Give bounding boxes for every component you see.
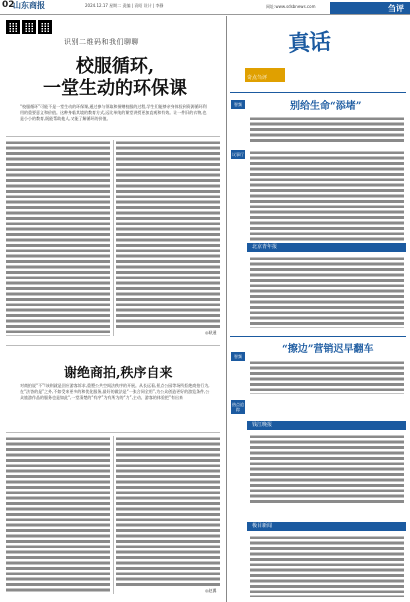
article-body-col4: [116, 436, 220, 586]
section-jimu: 极目新闻: [247, 522, 406, 531]
section-beijing: 北京青年报: [247, 243, 406, 252]
article1-title: 别给生命“添堵”: [290, 101, 362, 112]
sidebar-body2: [250, 150, 404, 242]
second-lead: 对商拍说“不”!该则就是回应游客诉求,重塑公共空间法秩序的开展。从长远看,景点公园等场所拒绝商拍行为,在“法答的是”之外,不如受来更多的和优化服务,最好的做法是“一张合同全用”,为公众创造更好的游览条件,公众旅游作品的服务也是如此“,一堂清楚的“有序”为有所为的“力”,主动、游客的体验把”有出来: [20, 383, 210, 401]
sidebar-body6: [250, 535, 404, 597]
qr-slogan: 识别二维码和我们聊聊: [64, 38, 139, 46]
top-headline: [20, 56, 210, 100]
second-byline: ◎赵翼: [205, 588, 217, 593]
article1-side: 议事厅: [232, 152, 244, 157]
date-line: 2024.12.17 星期二 责编 | 袁昭 设计 | 李静: [85, 3, 164, 8]
section-qianjiang: 钱江晚报: [247, 421, 406, 430]
newspaper-name: 山东商报: [13, 1, 45, 10]
sidebar-logo: 真话: [287, 28, 331, 58]
article-body-col1: [6, 140, 110, 336]
qr-code-icon[interactable]: [22, 20, 36, 34]
top-lead: “校服循环”可能不是一堂生动的环保课,通过参与领取和捐赠校服的过程,学生们能够亲身体验到资源循环利用的重要意义和价值。这种身临其境的教育方式,远比单纯的课堂讲授更加直观和有效。让一件旧的衣物,也是小小的教育,既能帮助他人,又能了解循环的价值。: [20, 104, 207, 122]
article2-side: 热点追踪: [232, 402, 244, 412]
website-url[interactable]: 网址:www.sdsbnews.com: [266, 4, 316, 9]
article-body-col3: [6, 436, 110, 594]
sidebar-body1: [250, 116, 404, 144]
article-body-col2: [116, 140, 220, 328]
headline-line2: 一堂生动的环保课: [43, 78, 187, 99]
qr-code-icon[interactable]: [6, 20, 20, 34]
headline-line1: 校服循环,: [75, 56, 155, 77]
qr-code-icon[interactable]: [38, 20, 52, 34]
sidebar-body5: [250, 434, 404, 504]
article2-title: “擦边”营销迟早翻车: [282, 344, 374, 355]
article1-tag: 智频: [231, 100, 245, 109]
second-headline: 谢绝商拍,秩序自来: [64, 366, 173, 381]
sidebar-body4: [250, 360, 404, 394]
page-number: 02: [2, 0, 15, 10]
article2-tag: 智频: [231, 352, 245, 361]
top-byline: ◎耿通: [205, 330, 217, 335]
logo-subtitle: 奇点刍评: [247, 75, 268, 81]
column-label: 刍评: [330, 2, 410, 14]
sidebar-body3: [250, 256, 404, 328]
